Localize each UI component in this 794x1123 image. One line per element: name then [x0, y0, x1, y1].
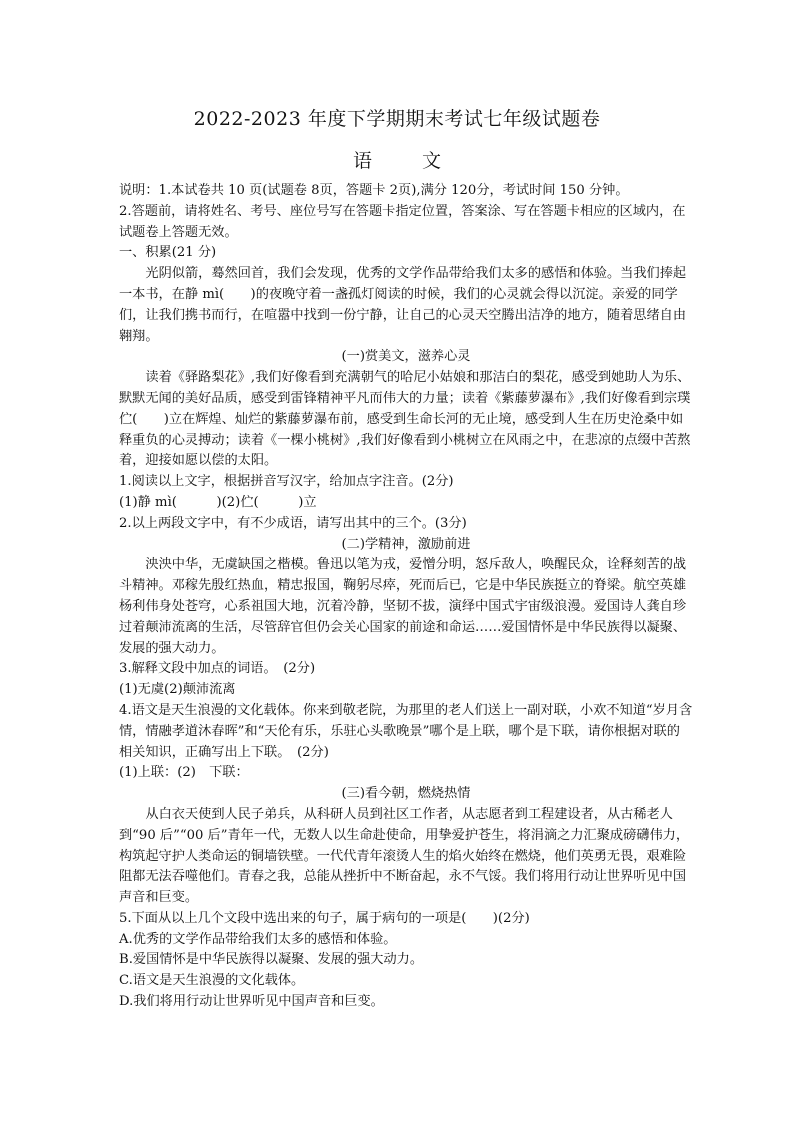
exam-content: [119, 181, 693, 1013]
section-intro: 光阴似箭，蓦然回首，我们会发现，优秀的文学作品带给我们太多的感悟和体验。当我们捧起一本书，在静 mì( )的夜晚守着一盏孤灯阅读的时候，我们的心灵就会得以沉淀。亲爱的同学们，让我们携书而行，在喧嚣中找到一份宁静，让自己的心灵天空腾出洁净的地方，随着思绪自由翱翔。: [119, 266, 687, 344]
part-text-1: 读着《驿路梨花》,我们好像看到充满朝气的哈尼小姑娘和那洁白的梨花，感受到她助人为乐、默默无闻的美好品质，感受到雷锋精神平凡而伟大的力量；读着《紫藤萝瀑布》,我们好像看到宗璞伫( )立在辉煌、灿烂的紫藤萝瀑布前，感受到生命长河的无止境，感受到人生在历史沧桑中如释重负的心灵搏动；读着《一棵小桃树》,我们好像看到小桃树立在风雨之中，在悲凉的点缀中苦熬着，迎接如愿以偿的太阳。: [119, 370, 691, 469]
part-text-3: 从白衣天使到人民子弟兵，从科研人员到社区工作者，从志愿者到工程建设者，从古稀老人到“90 后”“00 后”青年一代，无数人以生命赴使命，用挚爱护苍生，将涓滴之力汇聚成磅礴伟力，构筑起守护人类命运的铜墙铁壁。一代代青年滚烫人生的焰火始终在燃烧，他们英勇无畏，艰难险阻都无法吞噬他们。青春之我，总能从挫折中不断奋起，永不气馁。我们将用行动让世界听见中国声音和巨变。: [119, 806, 690, 906]
instructions-line-1: 说明：1.本试卷共 10 页(试题卷 8页，答题卡 2页),满分 120分，考试时间 150 分钟。: [119, 183, 629, 198]
option-c: C.语文是天生浪漫的文化载体。: [119, 973, 305, 989]
question-3: 3.解释文段中加点的词语。 (2分): [119, 661, 316, 677]
instructions-line-2: 2.答题前，请将姓名、考号、座位号写在答题卡指定位置，答案涂、写在答题卡相应的区域内，在试题卷上答题无效。: [119, 203, 686, 240]
question-3-items: (1)无虞(2)颠沛流离: [119, 682, 236, 698]
question-1: 1.阅读以上文字，根据拼音写汉字，给加点字注音。(2分): [119, 474, 454, 490]
option-d: D.我们将用行动让世界听见中国声音和巨变。: [119, 994, 384, 1010]
option-b: B.爱国情怀是中华民族得以凝聚、发展的强大动力。: [119, 952, 424, 968]
exam-subject: 语 文: [352, 150, 464, 172]
question-4: 4.语文是天生浪漫的文化载体。你来到敬老院，为那里的老人们送上一副对联，小欢不知道“岁月含情，情融孝道沐春晖”和“天伦有乐，乐驻心头歌晚景”哪个是上联，哪个是下联，请你根据对联的相关知识，正确写出上下联。 (2分): [119, 702, 693, 760]
question-4-answer: (1)上联：(2) 下联：: [119, 765, 249, 781]
part-heading-2: (二)学精神，激励前进: [341, 536, 471, 552]
exam-title: 2022-2023 年度下学期期末考试七年级试题卷: [193, 108, 601, 130]
question-1-blanks: (1)静 mì( )(2)伫( )立: [119, 494, 317, 510]
question-2: 2.以上两段文字中，有不少成语，请写出其中的三个。(3分): [119, 515, 467, 531]
option-a: A.优秀的文学作品带给我们太多的感悟和体验。: [119, 931, 397, 947]
part-heading-1: (一)赏美文，滋养心灵: [341, 349, 471, 365]
part-text-2: 泱泱中华，无虞缺国之楷模。鲁迅以笔为戎，爱憎分明，怒斥敌人，唤醒民众，诠释刻苦的战斗精神。邓稼先殷红热血，精忠报国，鞠躬尽瘁，死而后已，它是中华民族挺立的脊梁。航空英雄杨利伟身处苍穹，心系祖国大地，沉着冷静，坚韧不拔，演绎中国式宇宙级浪漫。爱国诗人龚自珍过着颠沛流离的生活，尽管辞官但仍会关心国家的前途和命运……爱国情怀是中华民族得以凝聚、发展的强大动力。: [119, 557, 687, 656]
section-heading: 一、积累(21 分): [119, 245, 217, 261]
question-5: 5.下面从以上几个文段中选出来的句子，属于病句的一项是( )(2分): [119, 910, 530, 926]
part-heading-3: (三)看今朝，燃烧热情: [341, 786, 471, 802]
